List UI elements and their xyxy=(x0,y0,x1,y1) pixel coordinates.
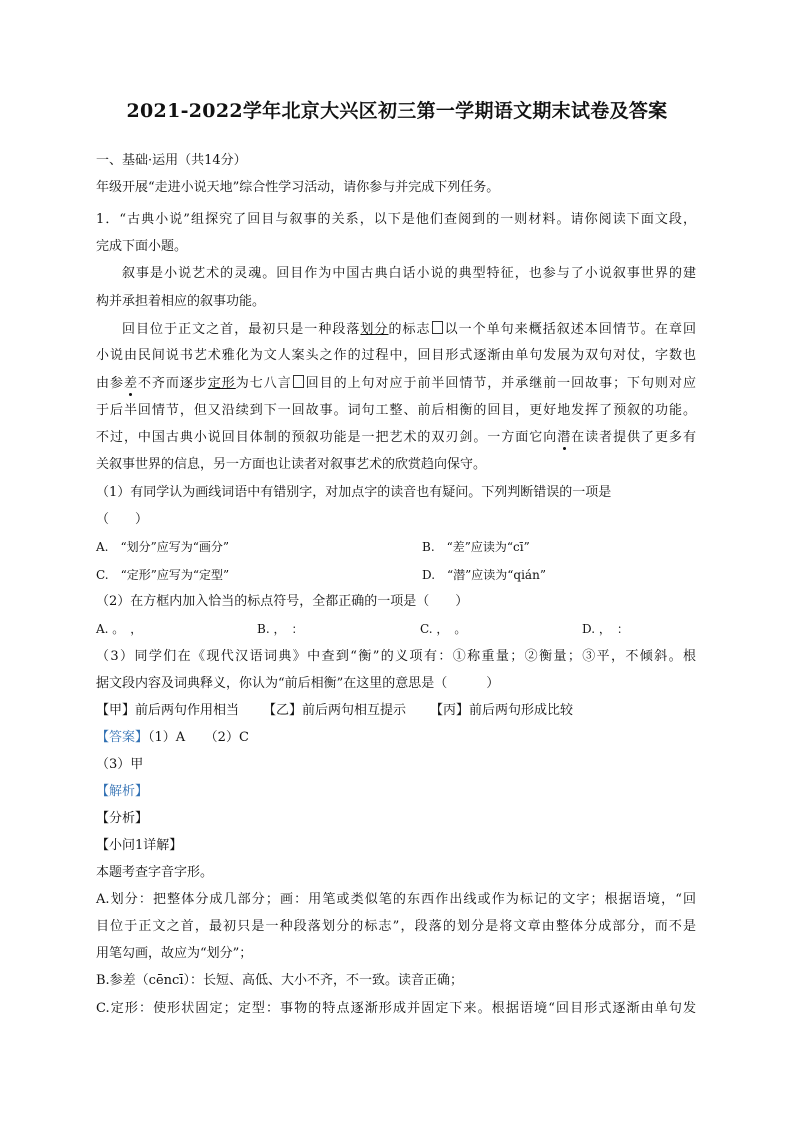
analysis-label: 【解析】 xyxy=(96,784,149,799)
analysis-c-line-1: C.定形：使形状固定；定型：事物的特点逐渐形成并固定下来。根据语境“回目形式逐渐由单句发 xyxy=(96,1001,696,1016)
passage-p2-line-2: 小说由民间说书艺术雅化为文人案头之作的过程中，回目形式逐渐由单句发展为双句对仗，字数也 xyxy=(96,348,696,363)
subq-2-stem: （2）在方框内加入恰当的标点符号，全都正确的一项是（ ） xyxy=(96,594,469,609)
analysis-scope: 本题考查字音字形。 xyxy=(96,865,214,880)
passage-text: 不齐而逐步 xyxy=(137,376,208,391)
answer-text: （1）A （2）C xyxy=(148,730,249,745)
question-1-line-2: 完成下面小题。 xyxy=(96,239,188,254)
passage-text: 由参 xyxy=(96,376,124,391)
subq-2-option-c: C. ， 。 xyxy=(420,622,467,636)
sub-question-1-detail-label: 【小问1详解】 xyxy=(96,838,183,853)
fenxi-label: 【分析】 xyxy=(96,811,149,826)
analysis-a-line-3: 用笔勾画，故应为“划分”； xyxy=(96,946,253,961)
blank-box xyxy=(293,375,304,388)
subq-1-option-c: C. “定形”应写为“定型” xyxy=(96,568,230,582)
subq-2-option-d: D. ， ： xyxy=(582,622,629,636)
section-heading: 一、基础·运用（共14分） xyxy=(96,153,247,168)
passage-p2-line-6: 关叙事世界的信息，另一方面也让读者对叙事艺术的欣赏趋向保守。 xyxy=(96,457,487,472)
passage-p2-line-5 xyxy=(96,430,696,446)
answer-line-1 xyxy=(96,730,249,746)
choice-yi: 【乙】前后两句相互提示 xyxy=(263,703,407,718)
section-intro: 年级开展“走进小说天地”综合性学习活动，请你参与并完成下列任务。 xyxy=(96,180,500,195)
passage-text: 的标志 xyxy=(388,322,431,337)
blank-box xyxy=(432,321,443,334)
subq-1-stem: （1）有同学认为画线词语中有错别字，对加点字的读音也有疑问。下列判断错误的一项是 xyxy=(96,485,612,500)
passage-text: 以一个单句来概括叙述本回情节。在章回 xyxy=(443,322,696,337)
answer-line-2: （3）甲 xyxy=(96,757,144,772)
subq-3-line-2: 据文段内容及词典释义，你认为“前后相衡”在这里的意思是（ ） xyxy=(96,676,500,691)
passage-p2-line-3 xyxy=(96,375,696,392)
choice-jia: 【甲】前后两句作用相当 xyxy=(96,703,240,718)
passage-p1-line-2: 构并承担着相应的叙事功能。 xyxy=(96,294,266,309)
underlined-word: 划分 xyxy=(360,322,389,337)
subq-3-choices xyxy=(96,703,573,719)
dotted-char: 差 xyxy=(123,376,138,391)
subq-1-option-d: D. “潜”应读为“qián” xyxy=(422,568,546,582)
passage-text: 在读者提供了更多有 xyxy=(571,430,696,445)
subq-2-option-b: B. ， ： xyxy=(257,622,304,636)
page-title: 2021-2022学年北京大兴区初三第一学期语文期末试卷及答案 xyxy=(126,100,668,122)
passage-p1-line-1: 叙事是小说艺术的灵魂。回目作为中国古典白话小说的典型特征，也参与了小说叙事世界的建 xyxy=(122,266,696,281)
passage-p2-line-4: 于后半回情节，但又沿续到下一回故事。词句工整、前后相衡的回目，更好地发挥了预叙的功能。 xyxy=(96,403,696,418)
subq-2-option-a: A. 。 ， xyxy=(96,622,143,636)
choice-bing: 【丙】前后两句形成比较 xyxy=(430,703,574,718)
passage-text: 不过，中国古典小说回目体制的预叙功能是一把艺术的双刃剑。一方面它向 xyxy=(96,430,558,445)
passage-text: 回目的上句对应于前半回情节，并承继前一回故事；下句则对应 xyxy=(304,376,696,391)
passage-p2-line-1 xyxy=(122,321,696,338)
analysis-a-line-1: A.划分：把整体分成几部分；画：用笔或类似笔的东西作出线或作为标记的文字；根据语境，“回 xyxy=(96,892,696,907)
question-1-line-1: 1．“古典小说”组探究了回目与叙事的关系，以下是他们查阅到的一则材料。请你阅读下面文段， xyxy=(96,212,696,227)
subq-1-paren: （ ） xyxy=(96,512,149,527)
dotted-char: 潜 xyxy=(557,430,572,445)
analysis-b-line-1: B.参差（cēncī）：长短、高低、大小不齐，不一致。读音正确； xyxy=(96,973,463,988)
passage-text: 为七八言 xyxy=(235,376,292,391)
analysis-a-line-2: 目位于正文之首，最初只是一种段落划分的标志”，段落的划分是将文章由整体分成部分，而不是 xyxy=(96,919,696,934)
passage-text: 回目位于正文之首，最初只是一种段落 xyxy=(122,322,361,337)
subq-1-option-a: A. “划分”应写为“画分” xyxy=(96,540,230,554)
underlined-word: 定形 xyxy=(207,376,236,391)
answer-label: 【答案】 xyxy=(96,730,149,745)
subq-3-line-1: （3）同学们在《现代汉语词典》中查到“衡”的义项有：①称重量；②衡量；③平，不倾斜。根 xyxy=(96,649,696,664)
subq-1-option-b: B. “差”应读为“cī” xyxy=(422,540,530,554)
